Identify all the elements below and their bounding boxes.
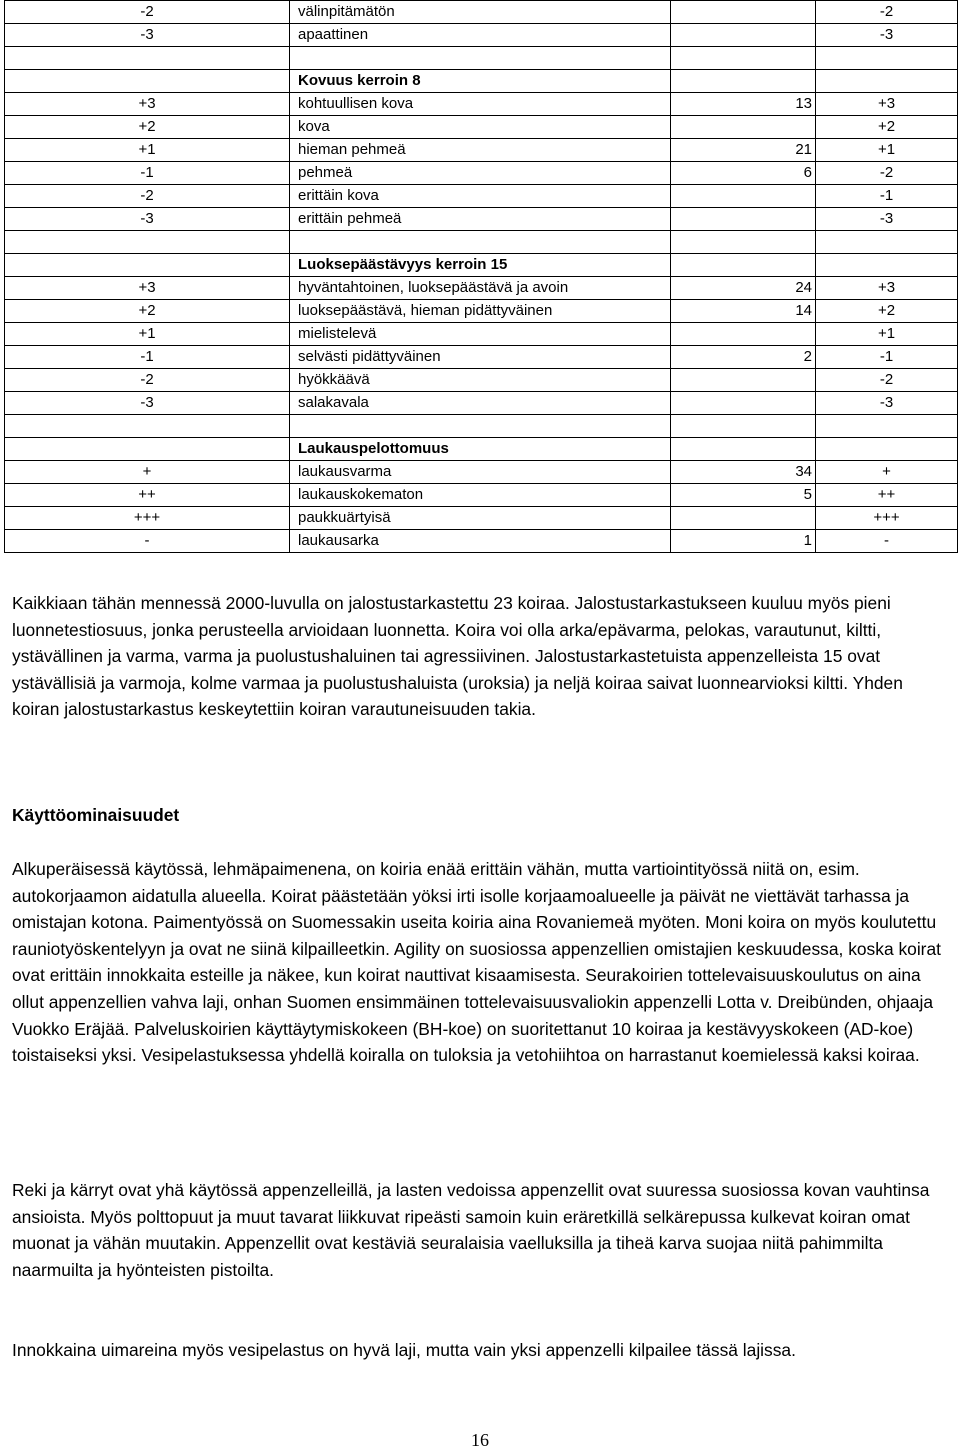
count-cell: 21 <box>671 139 816 162</box>
score-cell: +3 <box>816 277 958 300</box>
description-cell: välinpitämätön <box>290 1 671 24</box>
empty-cell <box>5 231 290 254</box>
score-cell: - <box>5 530 290 553</box>
score-cell: ++ <box>5 484 290 507</box>
description-cell: laukausvarma <box>290 461 671 484</box>
table-row <box>5 93 958 116</box>
table-row <box>5 507 958 530</box>
table-row <box>5 208 958 231</box>
score-cell: +2 <box>816 300 958 323</box>
count-cell <box>671 507 816 530</box>
description-cell: selvästi pidättyväinen <box>290 346 671 369</box>
empty-cell <box>816 415 958 438</box>
score-cell: -1 <box>816 346 958 369</box>
table-spacer-row <box>5 47 958 70</box>
paragraph-vesipelastus: Innokkaina uimareina myös vesipelastus on hyvä laji, mutta vain yksi appenzelli kilpailee tässä lajissa. <box>12 1340 796 1360</box>
score-cell: +++ <box>816 507 958 530</box>
count-cell <box>671 323 816 346</box>
table-section-heading-row <box>5 438 958 461</box>
empty-cell <box>671 254 816 277</box>
temperament-score-table <box>4 0 958 553</box>
count-cell: 2 <box>671 346 816 369</box>
score-cell: -2 <box>5 1 290 24</box>
score-cell: + <box>816 461 958 484</box>
paragraph-jalostustarkastus: Kaikkiaan tähän mennessä 2000-luvulla on jalostustarkastettu 23 koiraa. Jalostustarkastukseen kuuluu myös pieni luonnetestiosuus, jonka perusteella arvioidaan luonnetta. Koira voi olla arka/epävarma, pelokas, varautunut, kiltti, ystävällinen ja varma, varma ja puolustushaluinen tai agressiivinen. Jalostustarkastetuista appenzelleista 15 ovat ystävällisiä ja varmoja, kolme varmaa ja puolustushaluista (uroksia) ja neljä koiraa saivat luonnearvioksi kiltti. Yhden koiran jalostustarkastus keskeytettiin koiran varautuneisuuden takia. <box>12 593 903 720</box>
score-cell: +3 <box>5 93 290 116</box>
table-section-heading-row <box>5 254 958 277</box>
empty-cell <box>671 47 816 70</box>
score-cell: -3 <box>5 24 290 47</box>
paragraph-reki-ja-karryt: Reki ja kärryt ovat yhä käytössä appenzelleillä, ja lasten vedoissa appenzellit ovat suuressa suosiossa kovan vauhtinsa ansioista. Myös polttopuut ja muut tavarat liikkuvat ripeästi samoin kuin eräretkillä selkärepussa kulkevat koiran omat muonat ja vähän muutakin. Appenzellit ovat kestäviä seuralaisia vaelluksilla ja tiheä karva suojaa niitä pahimmilta naarmuilta ja hyönteisten pistoilta. <box>12 1180 930 1280</box>
table-section-heading-row <box>5 70 958 93</box>
empty-cell <box>816 47 958 70</box>
score-cell: -2 <box>816 369 958 392</box>
table-row <box>5 346 958 369</box>
table-body <box>5 1 958 553</box>
empty-cell <box>671 70 816 93</box>
count-cell: 6 <box>671 162 816 185</box>
description-cell: kova <box>290 116 671 139</box>
score-cell: +1 <box>816 323 958 346</box>
score-cell: +2 <box>5 300 290 323</box>
score-cell: +2 <box>816 116 958 139</box>
table-row <box>5 116 958 139</box>
empty-cell <box>816 231 958 254</box>
count-cell: 13 <box>671 93 816 116</box>
score-cell: -1 <box>5 162 290 185</box>
table-row <box>5 185 958 208</box>
description-cell: hyökkäävä <box>290 369 671 392</box>
table-row <box>5 1 958 24</box>
table-spacer-row <box>5 415 958 438</box>
description-cell: laukausarka <box>290 530 671 553</box>
description-cell: luoksepäästävä, hieman pidättyväinen <box>290 300 671 323</box>
score-cell: -2 <box>5 369 290 392</box>
table-row <box>5 530 958 553</box>
description-cell: hyväntahtoinen, luoksepäästävä ja avoin <box>290 277 671 300</box>
count-cell <box>671 392 816 415</box>
score-cell: -1 <box>5 346 290 369</box>
score-cell: -3 <box>816 24 958 47</box>
description-cell: salakavala <box>290 392 671 415</box>
score-cell: -2 <box>816 162 958 185</box>
count-cell: 5 <box>671 484 816 507</box>
description-cell: paukkuärtyisä <box>290 507 671 530</box>
count-cell: 1 <box>671 530 816 553</box>
empty-cell <box>816 438 958 461</box>
empty-cell <box>5 47 290 70</box>
empty-cell <box>816 254 958 277</box>
empty-cell <box>5 254 290 277</box>
score-cell: +++ <box>5 507 290 530</box>
score-cell: -3 <box>5 208 290 231</box>
table-spacer-row <box>5 231 958 254</box>
score-cell: -1 <box>816 185 958 208</box>
score-cell: -2 <box>5 185 290 208</box>
score-cell: -3 <box>816 208 958 231</box>
table-row <box>5 323 958 346</box>
table-row <box>5 392 958 415</box>
description-cell: kohtuullisen kova <box>290 93 671 116</box>
empty-cell <box>5 438 290 461</box>
section-heading-cell: Luoksepäästävyys kerroin 15 <box>290 254 671 277</box>
description-cell: mielistelevä <box>290 323 671 346</box>
score-cell: ++ <box>816 484 958 507</box>
empty-cell <box>816 70 958 93</box>
description-cell: erittäin pehmeä <box>290 208 671 231</box>
count-cell <box>671 1 816 24</box>
count-cell <box>671 369 816 392</box>
description-cell: apaattinen <box>290 24 671 47</box>
count-cell <box>671 185 816 208</box>
score-cell: - <box>816 530 958 553</box>
score-cell: +3 <box>5 277 290 300</box>
table-row <box>5 369 958 392</box>
table-row <box>5 300 958 323</box>
description-cell: hieman pehmeä <box>290 139 671 162</box>
empty-cell <box>5 70 290 93</box>
description-cell: laukauskokematon <box>290 484 671 507</box>
score-cell: +1 <box>5 323 290 346</box>
table-row <box>5 484 958 507</box>
table-row <box>5 162 958 185</box>
score-cell: -2 <box>816 1 958 24</box>
score-cell: +1 <box>816 139 958 162</box>
score-cell: + <box>5 461 290 484</box>
count-cell: 34 <box>671 461 816 484</box>
empty-cell <box>290 231 671 254</box>
section-heading-cell: Kovuus kerroin 8 <box>290 70 671 93</box>
empty-cell <box>290 415 671 438</box>
count-cell <box>671 116 816 139</box>
table-row <box>5 277 958 300</box>
table-row <box>5 461 958 484</box>
score-cell: +1 <box>5 139 290 162</box>
empty-cell <box>671 438 816 461</box>
count-cell: 24 <box>671 277 816 300</box>
section-heading-cell: Laukauspelottomuus <box>290 438 671 461</box>
section-title-kayttoominaisuudet: Käyttöominaisuudet <box>12 805 180 825</box>
score-cell: -3 <box>816 392 958 415</box>
count-cell <box>671 24 816 47</box>
paragraph-kayttoominaisuudet: Alkuperäisessä käytössä, lehmäpaimenena, on koiria enää erittäin vähän, mutta vartiointityössä niitä on, esim. autokorjaamon aidatulla alueella. Koirat päästetään yöksi irti isolle korjaamoalueelle ja päivät ne viettävät tarhassa ja omistajan kotona. Paimentyössä on Suomessakin useita koiria aina Rovaniemeä myöten. Moni koira on myös koulutettu rauniotyöskentelyyn ja ovat ne siinä kilpailleetkin. Agility on suosiossa appenzellien omistajien keskuudessa, koska koirat ovat erittäin innokkaita esteille ja näkee, kun koirat nauttivat kisaamisesta. Seurakoirien tottelevaisuuskoulutus on aina ollut appenzellien vahva laji, onhan Suomen ensimmäinen tottelevaisuusvaliokin appenzelli Lotta v. Dreibünden, ohjaaja Vuokko Eräjää. Palveluskoirien käyttäytymiskokeen (BH-koe) on suoritettanut 10 koiraa ja kestävyyskokeen (AD-koe) toistaiseksi yksi. Vesipelastuksessa yhdellä koiralla on tuloksia ja vetohiihtoa on harrastanut koemielessä kaksi koiraa. <box>12 859 941 1066</box>
score-cell: -3 <box>5 392 290 415</box>
count-cell: 14 <box>671 300 816 323</box>
score-cell: +3 <box>816 93 958 116</box>
table-row <box>5 139 958 162</box>
description-cell: pehmeä <box>290 162 671 185</box>
page-number: 16 <box>471 1430 489 1450</box>
empty-cell <box>5 415 290 438</box>
empty-cell <box>671 415 816 438</box>
description-cell: erittäin kova <box>290 185 671 208</box>
count-cell <box>671 208 816 231</box>
score-cell: +2 <box>5 116 290 139</box>
empty-cell <box>671 231 816 254</box>
empty-cell <box>290 47 671 70</box>
table-row <box>5 24 958 47</box>
